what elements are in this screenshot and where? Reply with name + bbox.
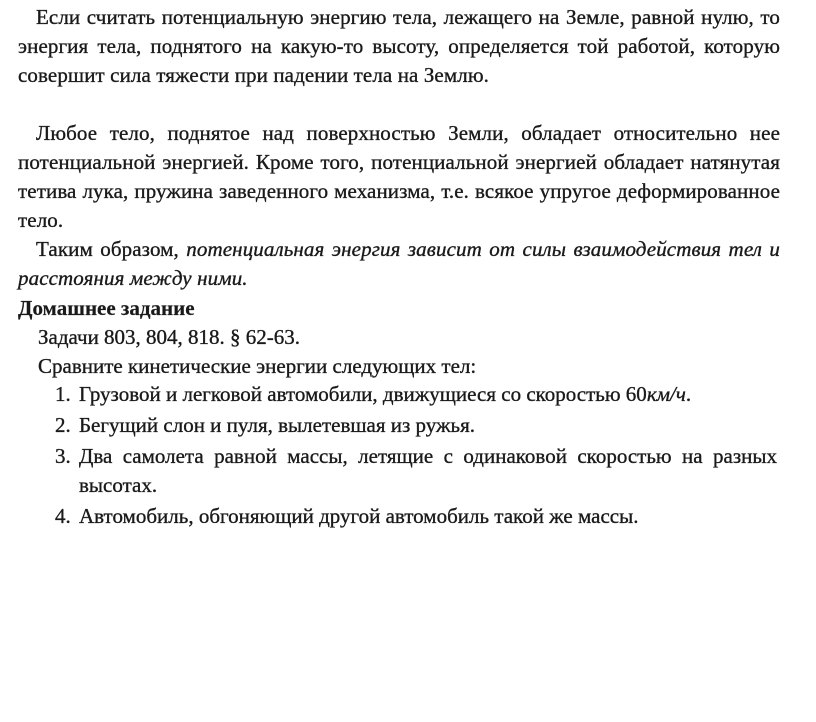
list-item-text: Автомобиль, обгоняющий другой автомобиль такой же массы. (79, 504, 639, 528)
homework-list (55, 380, 777, 533)
list-item-text: Грузовой и легковой автомобили, движущиеся со скоростью 60 (79, 382, 647, 406)
paragraph-conclusion (18, 235, 780, 293)
homework-heading: Домашнее задание (18, 296, 195, 320)
conclusion-emphasis-text: потенциальная энергия зависит от силы взаимодействия тел и расстояния между ними. (18, 237, 780, 290)
speed-unit: км/ч (646, 382, 686, 406)
list-item (55, 380, 777, 409)
list-item-number: 1. (55, 382, 71, 406)
list-item-number: 4. (55, 504, 71, 528)
list-item (55, 442, 777, 500)
list-item (55, 502, 777, 531)
conclusion-lead-text: Таким образом, (36, 237, 187, 261)
list-item (55, 411, 777, 440)
list-item-text: Два самолета равной массы, летящие с одинаковой скоростью на разных высотах. (79, 444, 777, 497)
paragraph-potential-energy-definition: Если считать потенциальную энергию тела, лежащего на Земле, равной нулю, то энергия тела, поднятого на какую-то высоту, определяется той работой, которую совершит сила тяжести при падении тела на Землю. (18, 5, 780, 87)
homework-compare-line: Сравните кинетические энергии следующих тел: (38, 354, 477, 378)
list-item-number: 3. (55, 444, 71, 468)
paragraph-potential-energy-examples: Любое тело, поднятое над поверхностью Земли, обладает относительно нее потенциальной энергией. Кроме того, потенциальной энергией обладает натянутая тетива лука, пружина заведенного механизма, т.е. всякое упругое деформированное тело. (18, 121, 780, 232)
homework-tasks-line: Задачи 803, 804, 818. § 62-63. (38, 325, 301, 349)
list-item-text: Бегущий слон и пуля, вылетевшая из ружья. (79, 413, 475, 437)
list-item-tail: . (685, 382, 692, 406)
list-item-number: 2. (55, 413, 71, 437)
